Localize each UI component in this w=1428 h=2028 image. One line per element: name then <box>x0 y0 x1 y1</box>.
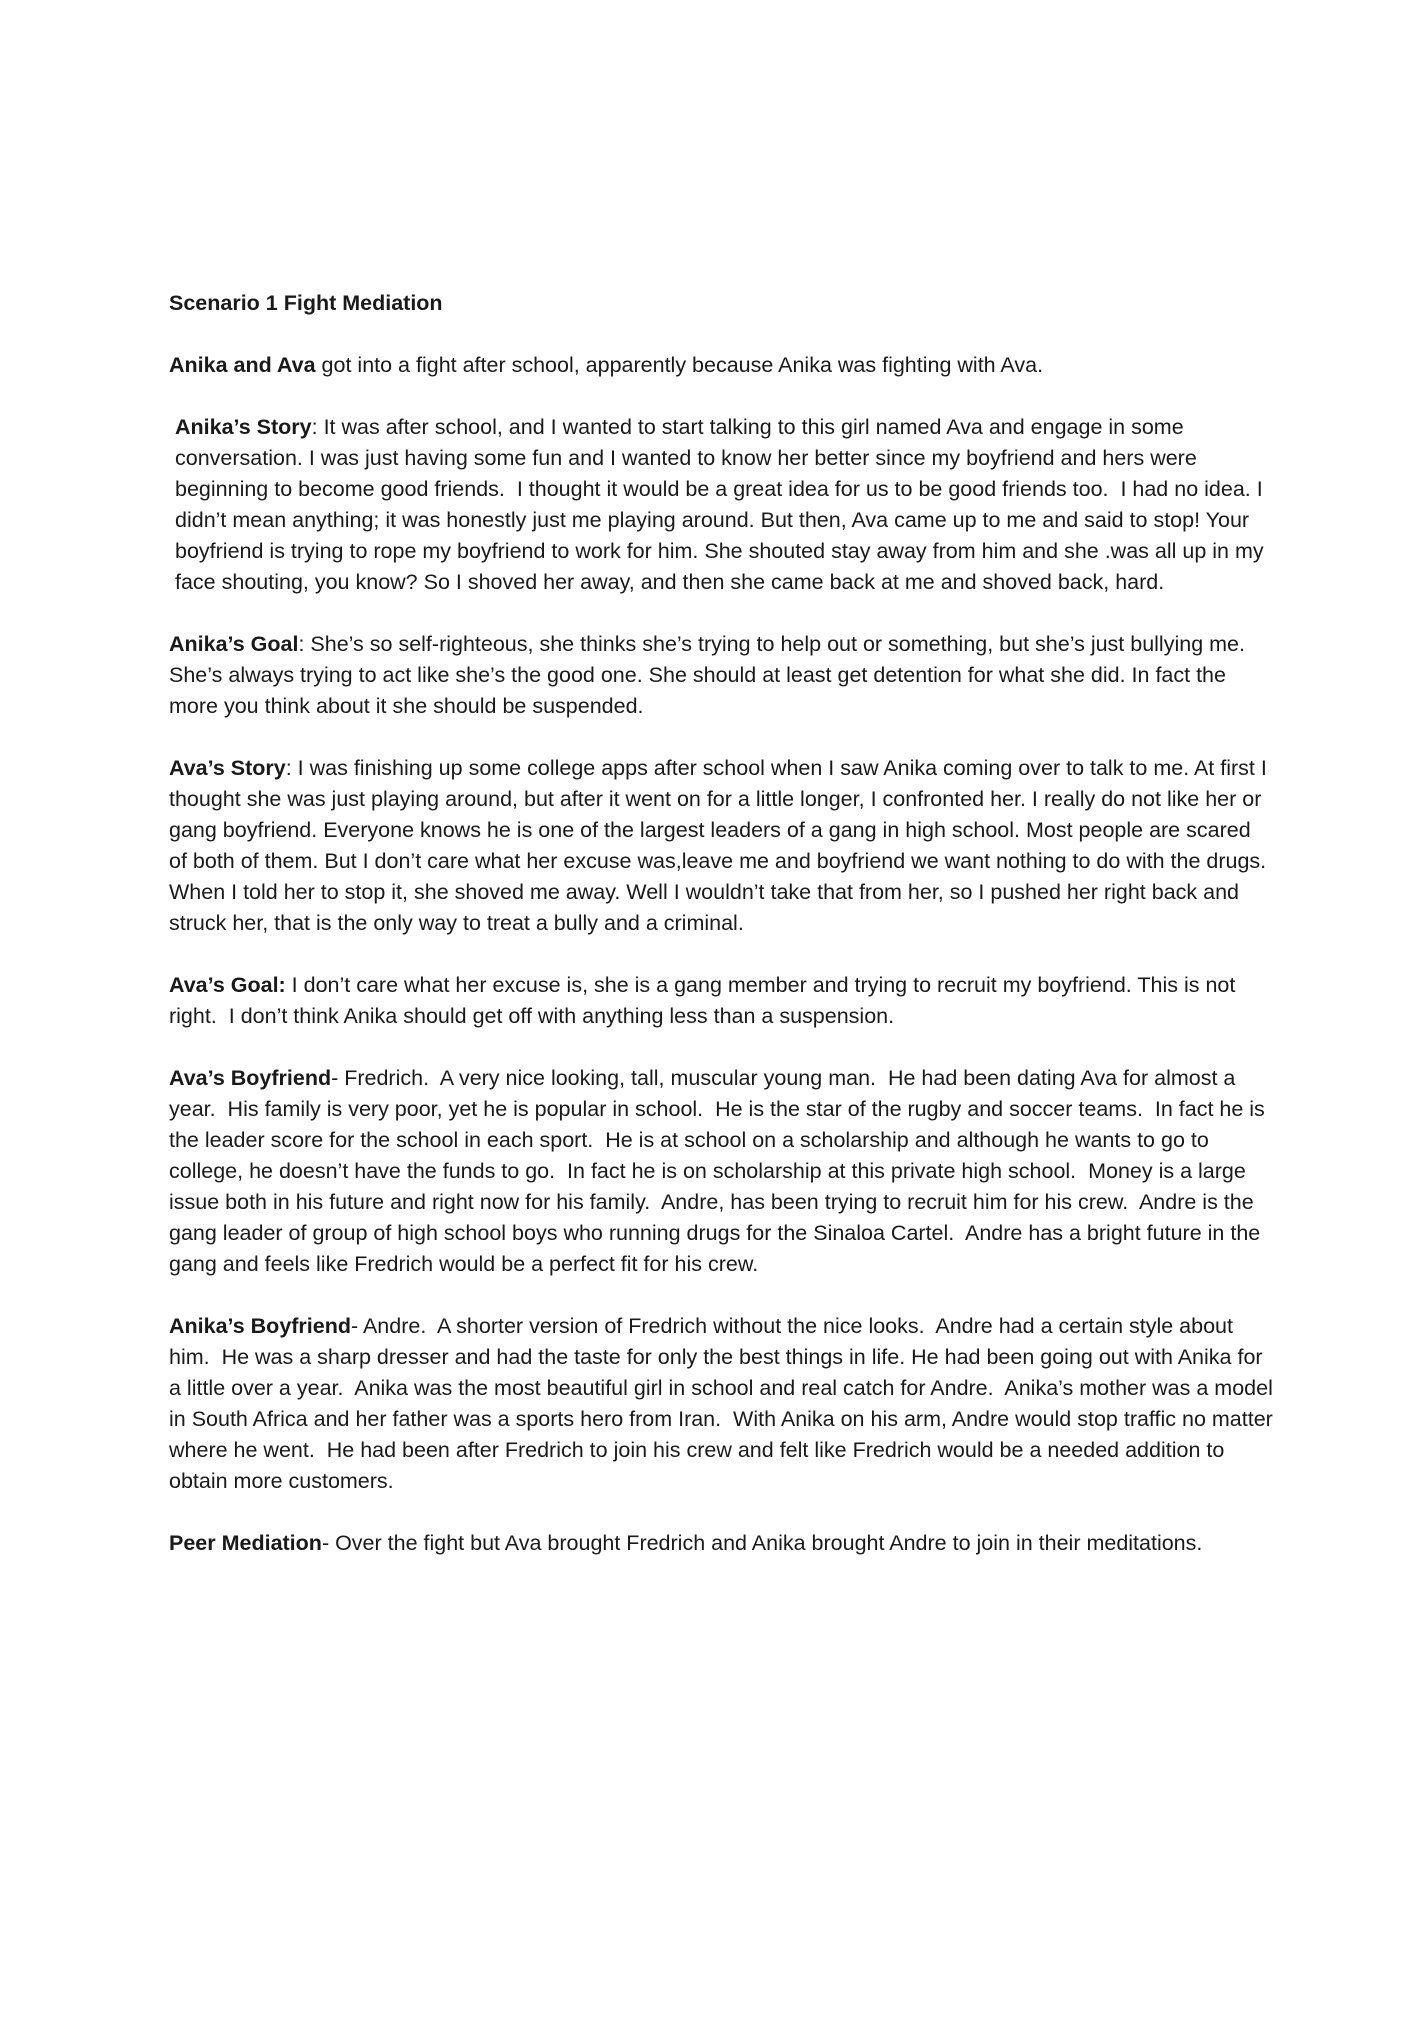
paragraph-label: Ava’s Story <box>169 756 286 780</box>
paragraph-label: Ava’s Boyfriend <box>169 1066 332 1090</box>
paragraph-label: Anika’s Boyfriend <box>169 1314 351 1338</box>
document-body <box>169 288 1279 1590</box>
paragraph-text: I don’t care what her excuse is, she is a gang member and trying to recruit my boyfriend. This is not right. I don’t think Anika should get off with anything less than a suspension. <box>169 973 1242 1028</box>
paragraph-text: got into a fight after school, apparently because Anika was fighting with Ava. <box>315 353 1044 377</box>
paragraph-text: - Fredrich. A very nice looking, tall, muscular young man. He had been dating Ava for almost a year. His family is very poor, yet he is popular in school. He is the star of the rugby and soccer teams. In fact he is the leader score for the school in each sport. He is at school on a scholarship and although he wants to go to college, he doesn’t have the funds to go. In fact he is on scholarship at this private high school. Money is a large issue both in his future and right now for his family. Andre, has been trying to recruit him for his crew. Andre is the gang leader of group of high school boys who running drugs for the Sinaloa Cartel. Andre has a bright future in the gang and feels like Fredrich would be a perfect fit for his crew. <box>169 1066 1271 1276</box>
paragraph-label: Anika and Ava <box>169 353 316 377</box>
document-title: Scenario 1 Fight Mediation <box>169 291 443 315</box>
paragraph-text: - Over the fight but Ava brought Fredrich and Anika brought Andre to join in their meditations. <box>321 1531 1203 1555</box>
paragraph-peer-mediation <box>169 1528 1274 1559</box>
paragraph-ava-boyfriend <box>169 1063 1274 1280</box>
paragraph-text: : It was after school, and I wanted to start talking to this girl named Ava and engage in some conversation. I was just having some fun and I wanted to know her better since my boyfriend and hers were beginning to become good friends. I thought it would be a great idea for us to be good friends too. I had no idea. I didn’t mean anything; it was honestly just me playing around. But then, Ava came up to me and said to stop! Your boyfriend is trying to rope my boyfriend to work for him. She shouted stay away from him and she .was all up in my face shouting, you know? So I shoved her away, and then she came back at me and shoved back, hard. <box>175 415 1270 594</box>
paragraph-label: Peer Mediation <box>169 1531 322 1555</box>
paragraph-text: - Andre. A shorter version of Fredrich without the nice looks. Andre had a certain style about him. He was a sharp dresser and had the taste for only the best things in life. He had been going out with Anika for a little over a year. Anika was the most beautiful girl in school and real catch for Andre. Anika’s mother was a model in South Africa and her father was a sports hero from Iran. With Anika on his arm, Andre would stop traffic no matter where he went. He had been after Fredrich to join his crew and felt like Fredrich would be a needed addition to obtain more customers. <box>169 1314 1279 1493</box>
paragraph-ava-story <box>169 753 1274 939</box>
paragraph-anika-boyfriend <box>169 1311 1279 1497</box>
paragraph-label: Ava’s Goal: <box>169 973 286 997</box>
paragraph-label: Anika’s Story <box>175 415 312 439</box>
paragraph-anika-goal <box>169 629 1274 722</box>
paragraph-incident <box>169 350 1274 381</box>
paragraph-text: : I was finishing up some college apps after school when I saw Anika coming over to talk to me. At first I thought she was just playing around, but after it went on for a little longer, I confronted her. I really do not like her or gang boyfriend. Everyone knows he is one of the largest leaders of a gang in high school. Most people are scared of both of them. But I don’t care what her excuse was,leave me and boyfriend we want nothing to do with the drugs. When I told her to stop it, she shoved me away. Well I wouldn’t take that from her, so I pushed her right back and struck her, that is the only way to treat a bully and a criminal. <box>169 756 1273 935</box>
paragraph-text: : She’s so self-righteous, she thinks she’s trying to help out or something, but she’s just bullying me. She’s always trying to act like she’s the good one. She should at least get detention for what she did. In fact the more you think about it she should be suspended. <box>169 632 1251 718</box>
paragraph-anika-story <box>169 412 1274 598</box>
paragraph-ava-goal <box>169 970 1274 1032</box>
paragraph-label: Anika’s Goal <box>169 632 299 656</box>
